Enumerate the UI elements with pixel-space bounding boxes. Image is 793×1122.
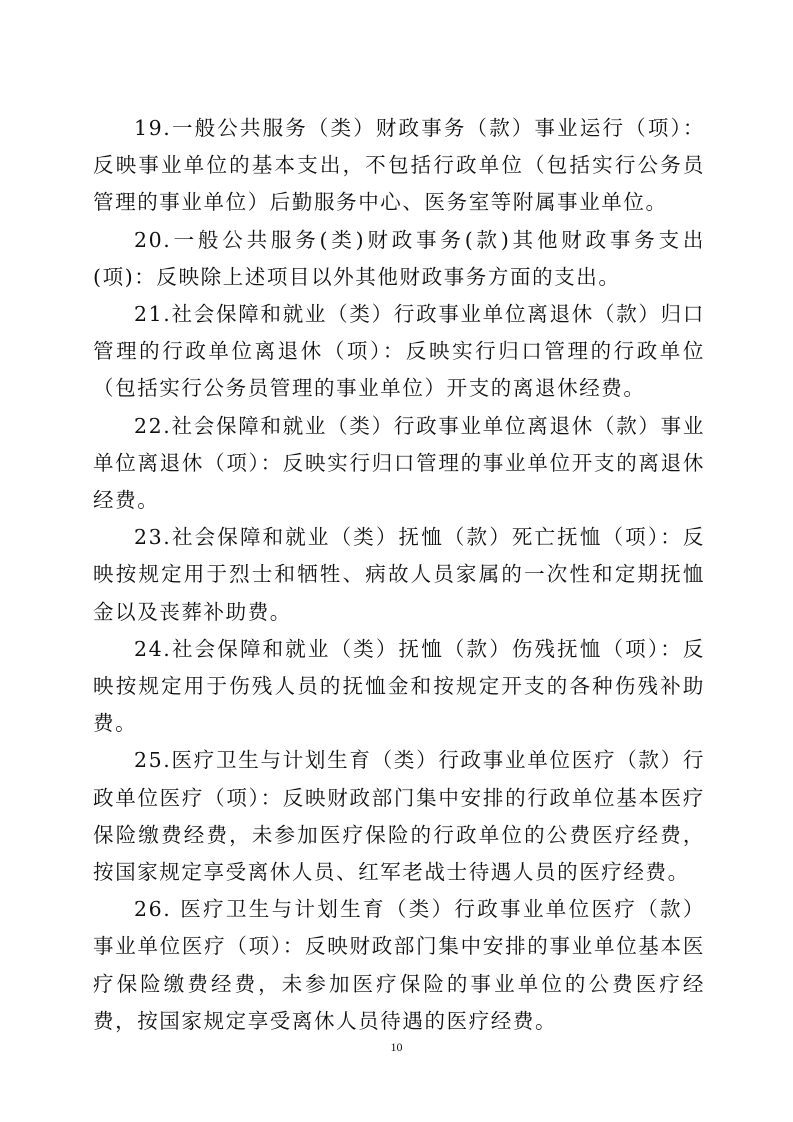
paragraph-19: 19.一般公共服务（类）财政事务（款）事业运行（项）：反映事业单位的基本支出，不包括行政单位（包括实行公务员管理的事业单位）后勤服务中心、医务室等附属事业单位。 xyxy=(93,116,705,215)
paragraph-25: 25.医疗卫生与计划生育（类）行政事业单位医疗（款）行政单位医疗（项）：反映财政部门集中安排的行政单位基本医疗保险缴费经费，未参加医疗保险的行政单位的公费医疗经费，按国家规定享受离休人员、红军老战士待遇人员的医疗经费。 xyxy=(93,748,705,885)
page-number: 10 xyxy=(390,1040,403,1054)
paragraph-24: 24.社会保障和就业（类）抚恤（款）伤残抚恤（项）：反映按规定用于伤残人员的抚恤金和按规定开支的各种伤残补助费。 xyxy=(93,636,705,736)
paragraph-21: 21.社会保障和就业（类）行政事业单位离退休（款）归口管理的行政单位离退休（项）：反映实行归口管理的行政单位（包括实行公务员管理的事业单位）开支的离退休经费。 xyxy=(93,302,705,401)
paragraph-22: 22.社会保障和就业（类）行政事业单位离退休（款）事业单位离退休（项）：反映实行归口管理的事业单位开支的离退休经费。 xyxy=(93,413,705,513)
paragraph-26: 26. 医疗卫生与计划生育（类）行政事业单位医疗（款）事业单位医疗（项）：反映财政部门集中安排的事业单位基本医疗保险缴费经费，未参加医疗保险的事业单位的公费医疗经费，按国家规定享受离休人员待遇的医疗经费。 xyxy=(93,897,705,1033)
paragraph-23: 23.社会保障和就业（类）抚恤（款）死亡抚恤（项）：反映按规定用于烈士和牺牲、病故人员家属的一次性和定期抚恤金以及丧葬补助费。 xyxy=(93,525,705,624)
paragraph-20: 20.一般公共服务(类)财政事务(款)其他财政事务支出(项)：反映除上述项目以外其他财政事务方面的支出。 xyxy=(93,227,705,289)
document-body xyxy=(93,110,705,1040)
